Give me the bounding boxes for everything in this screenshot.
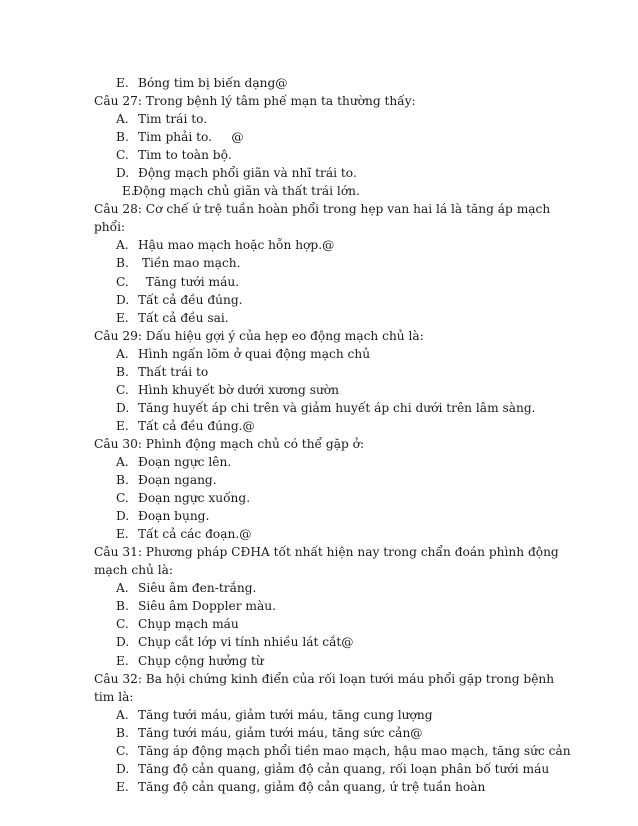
option-letter: D. <box>116 166 130 181</box>
option-text: Bóng tim bị biến dạng@ <box>138 76 288 90</box>
answer-option <box>94 778 564 796</box>
answer-option <box>94 417 564 435</box>
answer-option <box>94 110 564 128</box>
option-text: Siêu âm Doppler màu. <box>138 599 276 614</box>
answer-option <box>94 291 564 309</box>
answer-option <box>94 489 564 507</box>
option-letter: B. <box>116 364 129 379</box>
answer-option <box>94 724 564 742</box>
answer-option <box>94 579 564 597</box>
option-text: Động mạch chủ giãn và thất trái lớn. <box>133 184 360 199</box>
question-text: Câu 30: Phình động mạch chủ có thể gặp ở: <box>94 436 365 451</box>
option-letter: D. <box>116 761 130 776</box>
option-text: Thất trái to <box>138 364 209 379</box>
option-text: Hậu mao mạch hoặc hỗn hợp.@ <box>138 238 335 253</box>
option-letter: D. <box>116 635 130 650</box>
answer-option <box>94 128 564 146</box>
option-text: Tăng tưới máu, giảm tưới máu, tăng sức cản@ <box>138 725 423 740</box>
option-text: Siêu âm đen-trắng. <box>138 581 257 596</box>
option-text: Hình khuyết bờ dưới xương sườn <box>138 382 339 397</box>
option-letter: A. <box>116 112 129 127</box>
option-text: Tất cả đều đúng.@ <box>138 418 255 433</box>
answer-option <box>94 309 564 327</box>
answer-option <box>94 760 564 778</box>
answer-option <box>94 453 564 471</box>
answer-option <box>94 236 564 254</box>
option-letter: D. <box>116 292 130 307</box>
option-text: Tăng độ cản quang, giảm độ cản quang, rối loạn phân bố tưới máu <box>138 761 550 776</box>
option-text: Tất cả đều sai. <box>138 310 229 325</box>
option-letter: E. <box>116 76 129 90</box>
option-letter: E. <box>116 527 129 542</box>
document-content <box>94 74 571 796</box>
option-letter: E. <box>116 418 129 433</box>
answer-option <box>94 525 564 543</box>
option-text: Hình ngấn lõm ở quai động mạch chủ <box>138 346 371 361</box>
answer-option <box>94 273 564 291</box>
answer-option <box>94 615 564 633</box>
question-text: Câu 28: Cơ chế ứ trệ tuần hoàn phổi trong hẹp van hai lá là tăng áp mạch phổi: <box>94 202 551 235</box>
option-letter: A. <box>116 346 129 361</box>
answer-option <box>94 507 564 525</box>
option-letter: A. <box>116 238 129 253</box>
option-text: Tất cả đều đúng. <box>138 292 243 307</box>
answer-option <box>94 146 564 164</box>
option-letter: A. <box>116 581 129 596</box>
option-text: Đoạn ngang. <box>138 473 217 488</box>
option-letter: C. <box>116 743 129 758</box>
option-letter: E. <box>116 779 129 794</box>
option-text: Đoạn ngực xuống. <box>138 491 251 506</box>
option-letter: A. <box>116 454 129 469</box>
option-letter: C. <box>116 491 129 506</box>
option-text: Tất cả các đoạn.@ <box>138 527 252 542</box>
option-letter: E. <box>122 184 135 199</box>
option-text: Tim trái to. <box>138 112 208 127</box>
option-letter: B. <box>116 130 129 145</box>
answer-option <box>94 254 564 272</box>
answer-option <box>94 742 571 760</box>
option-text: Tăng tưới máu, giảm tưới máu, tăng cung lượng <box>138 707 433 722</box>
option-letter: B. <box>116 599 129 614</box>
answer-option <box>94 471 564 489</box>
answer-option <box>94 652 564 670</box>
answer-option <box>94 399 564 417</box>
option-text: Tăng áp động mạch phổi tiền mao mạch, hậu mao mạch, tăng sức cản <box>138 743 571 758</box>
answer-option <box>94 706 564 724</box>
answer-option <box>94 345 564 363</box>
option-letter: A. <box>116 707 129 722</box>
answer-option <box>94 597 564 615</box>
answer-option <box>94 633 564 651</box>
answer-option <box>94 182 564 200</box>
option-text: Tăng tưới máu. <box>138 274 240 289</box>
option-text: Chụp cắt lớp vi tính nhiều lát cắt@ <box>138 635 354 650</box>
option-letter: B. <box>116 256 129 271</box>
option-letter: B. <box>116 473 129 488</box>
answer-option <box>94 363 564 381</box>
option-text: Chụp cộng hưởng từ <box>138 653 264 668</box>
answer-option <box>94 381 564 399</box>
option-text: Động mạch phổi giãn và nhĩ trái to. <box>138 166 357 181</box>
option-letter: C. <box>116 274 129 289</box>
option-letter: D. <box>116 400 130 415</box>
option-letter: D. <box>116 509 130 524</box>
option-letter: C. <box>116 617 129 632</box>
question-text: Câu 32: Ba hội chứng kinh điển của rối loạn tưới máu phổi gặp trong bệnh tim là: <box>94 671 555 704</box>
option-text: Chụp mạch máu <box>138 617 239 632</box>
option-text: Đoạn bụng. <box>138 509 210 524</box>
option-text: Tăng huyết áp chi trên và giảm huyết áp chi dưới trên lâm sàng. <box>138 400 536 415</box>
question-text: Câu 29: Dấu hiệu gợi ý của hẹp eo động mạch chủ là: <box>94 328 424 343</box>
option-text: Tim phải to. @ <box>138 130 244 145</box>
option-text: Tiền mao mạch. <box>138 256 241 271</box>
answer-option <box>94 164 564 182</box>
option-text: Tim to toàn bộ. <box>138 148 232 163</box>
option-letter: E. <box>116 310 129 325</box>
option-letter: C. <box>116 382 129 397</box>
option-letter: B. <box>116 725 129 740</box>
question-text: Câu 27: Trong bệnh lý tâm phế mạn ta thường thấy: <box>94 94 416 109</box>
answer-option <box>94 74 564 92</box>
question-text: Câu 31: Phương pháp CĐHA tốt nhất hiện nay trong chẩn đoán phình động mạch chủ là: <box>94 545 559 578</box>
option-letter: E. <box>116 653 129 668</box>
option-text: Tăng độ cản quang, giảm độ cản quang, ứ trệ tuần hoàn <box>138 779 486 794</box>
option-text: Đoạn ngực lên. <box>138 454 232 469</box>
option-letter: C. <box>116 148 129 163</box>
